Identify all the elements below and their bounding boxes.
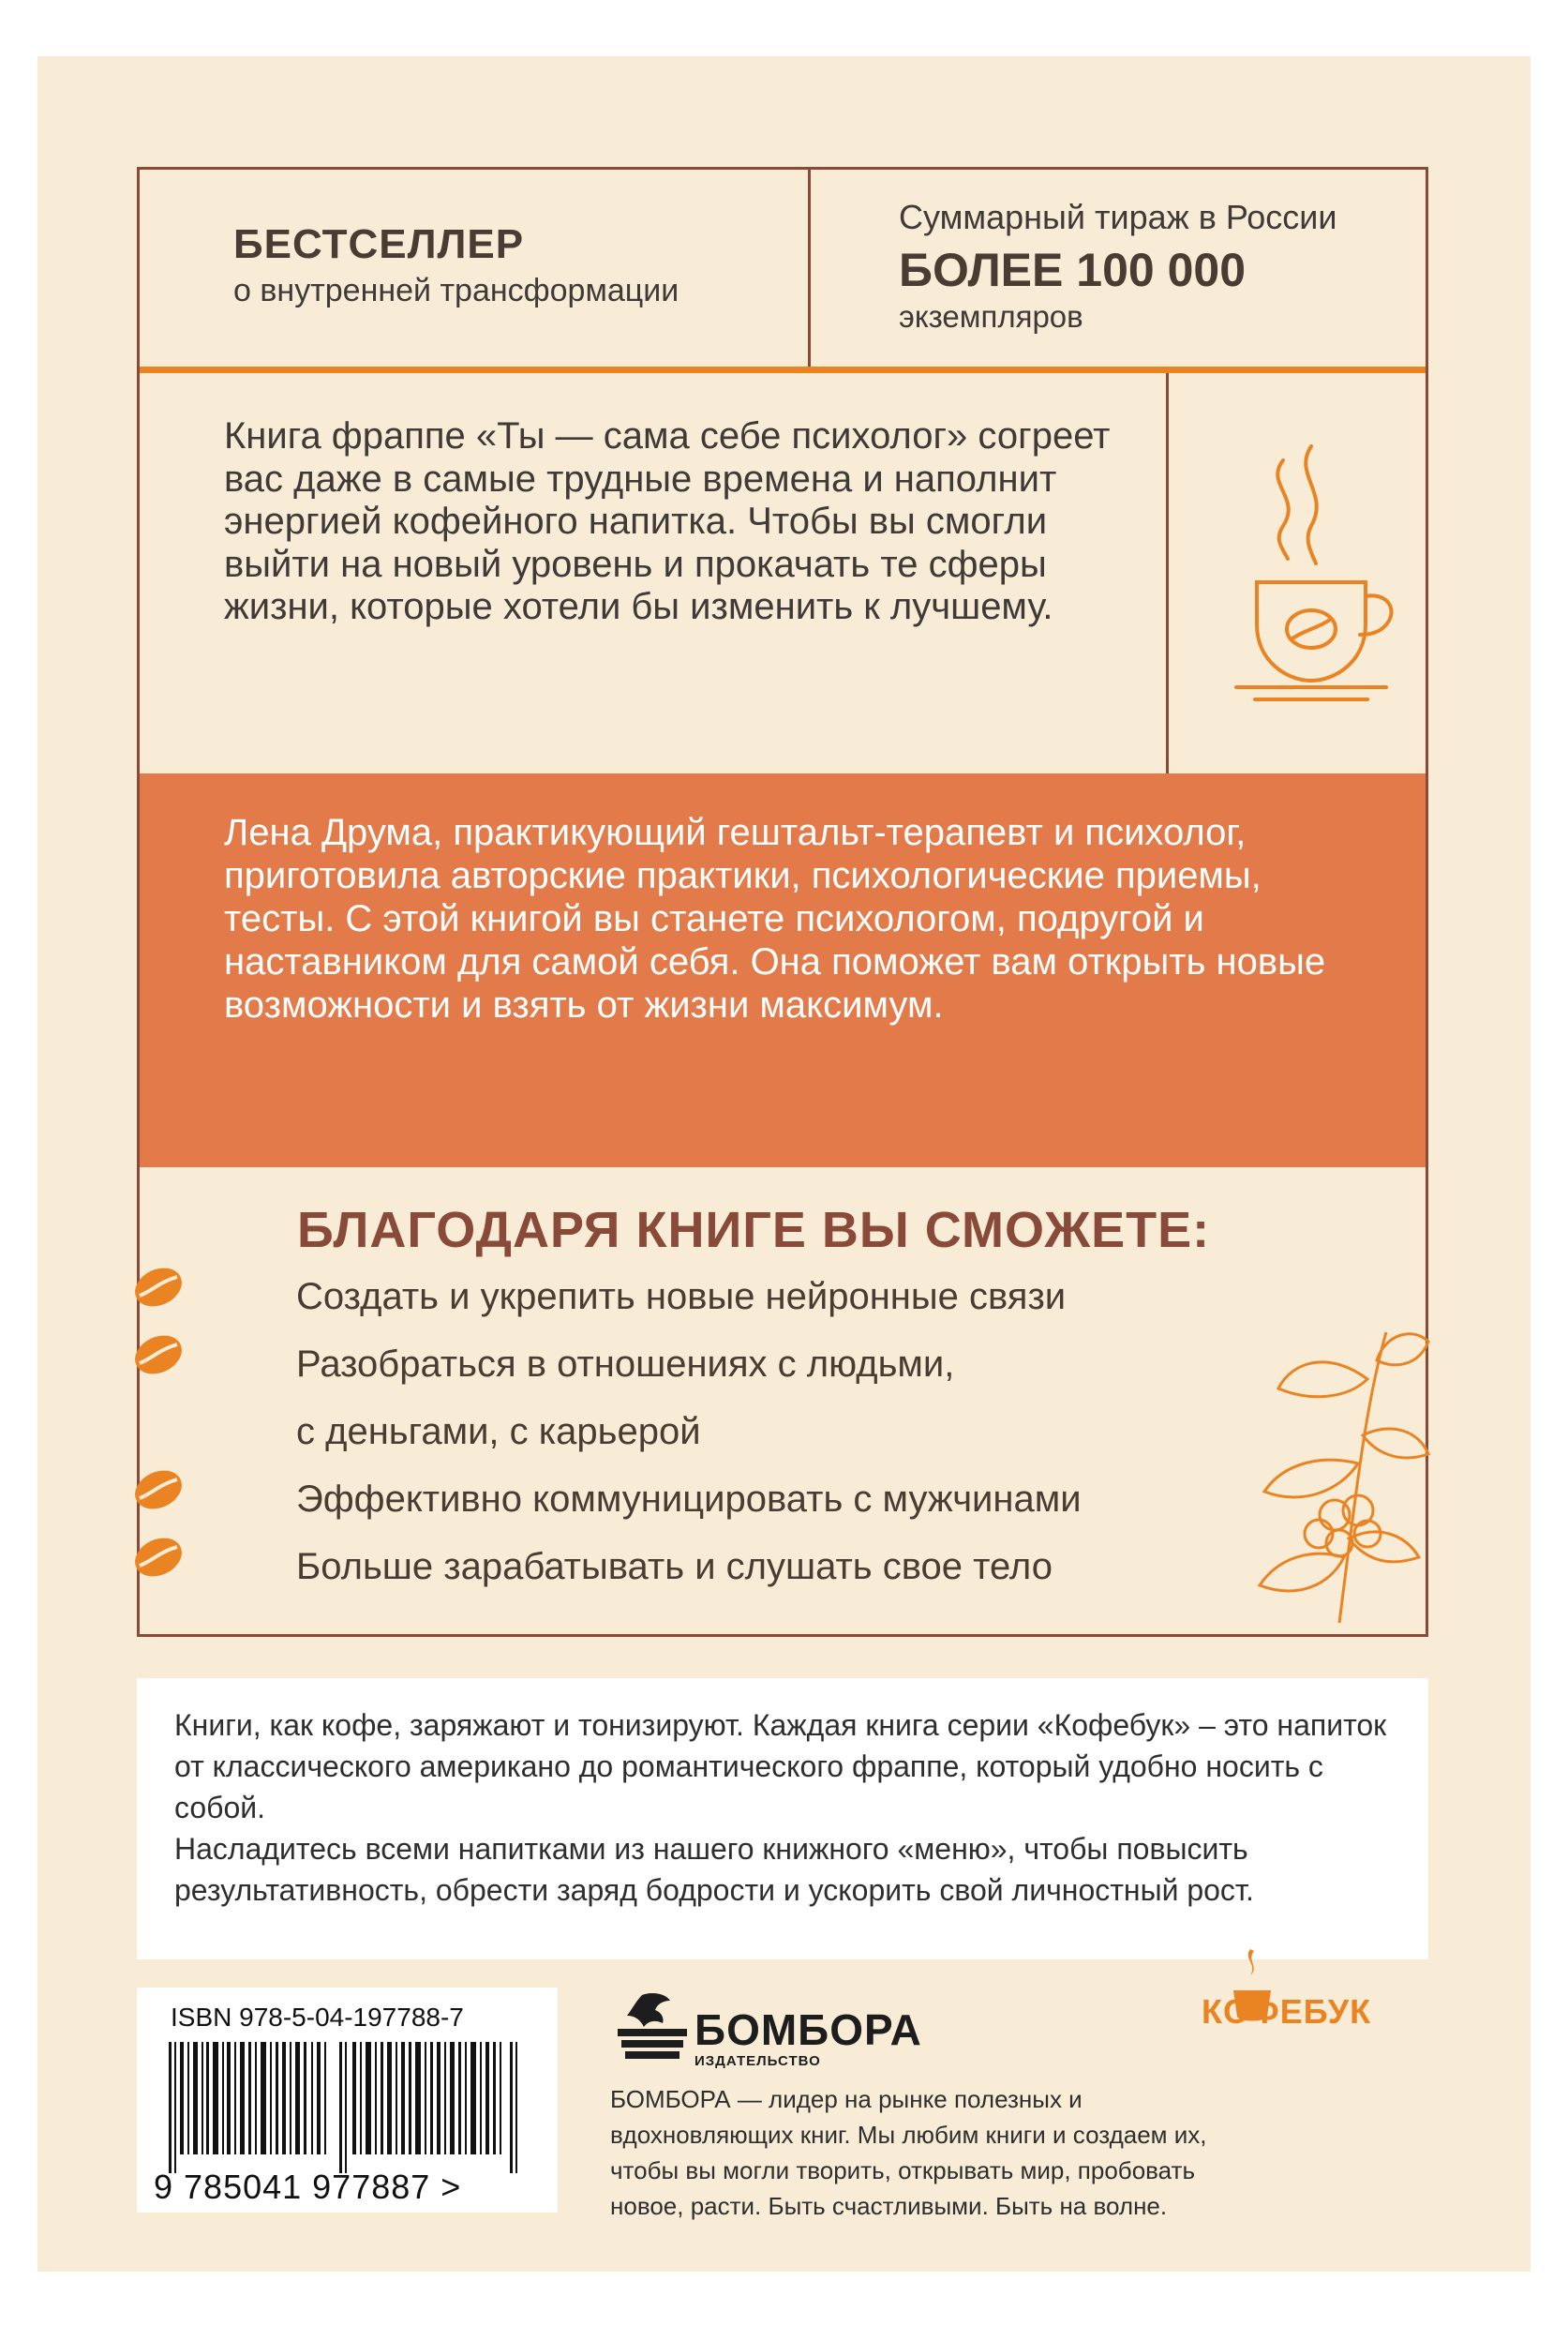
publisher-name: БОМБОРА	[694, 2005, 922, 2054]
coffee-cup-icon	[1217, 442, 1405, 723]
publisher-sub: ИЗДАТЕЛЬСТВО	[694, 2053, 821, 2069]
benefit-text: Разобраться в отношениях с людьми,	[296, 1343, 955, 1385]
barcode-digits: 9 785041 977887 >	[154, 2168, 462, 2206]
benefit-text: Создать и укрепить новые нейронные связи	[296, 1276, 1067, 1317]
series-note-paragraph-1: Книги, как кофе, заряжают и тонизируют. Каждая книга серии «Кофебук» – это напиток от классического американо до романтического фраппе, который удобно носить с собой.	[174, 1708, 1387, 1824]
series-note	[137, 1678, 1428, 1959]
author-text: Лена Друма, практикующий гештальт-терапевт и психолог, приготовила авторские практики, психологические приемы, тесты. С этой книгой вы станете психологом, подругой и наставником для самой себя. Она поможет вам открыть новые возможности и взять от жизни максимум.	[224, 812, 1326, 1026]
circulation-label: Суммарный тираж в России	[899, 198, 1337, 236]
isbn-label: ISBN 978-5-04-197788-7	[171, 2003, 464, 2032]
orange-divider	[140, 367, 1426, 373]
barcode-box	[137, 1988, 558, 2213]
coffee-branch-icon	[1227, 1323, 1433, 1632]
circulation-unit: экземпляров	[899, 299, 1083, 334]
bestseller-title: БЕСТСЕЛЛЕР	[233, 221, 525, 267]
author-block	[140, 773, 1426, 1167]
coffee-bean-icon	[130, 1466, 187, 1513]
barcode-icon	[161, 2042, 536, 2173]
intro-text: Книга фраппе «Ты — сама себе психолог» согреет вас даже в самые трудные времена и наполнит энергией кофейного напитка. Чтобы вы смогли выйти на новый уровень и прокачать те сферы жизни, которые хотели бы изменить к лучшему.	[224, 415, 1111, 627]
publisher-description: БОМБОРА — лидер на рынке полезных и вдохновляющих книг. Мы любим книги и создаем их, чтобы вы могли творить, открывать мир, пробовать новое, расти. Быть счастливыми. Быть на волне.	[610, 2085, 1207, 2220]
series-logo-text: КОФЕБУК	[1202, 1992, 1372, 2031]
benefits-title: БЛАГОДАРЯ КНИГЕ ВЫ СМОЖЕТЕ:	[297, 1202, 1211, 1258]
header-row	[140, 170, 1426, 367]
header-divider	[808, 170, 811, 367]
benefit-text-continued: с деньгами, с карьерой	[296, 1411, 701, 1452]
benefit-text: Больше зарабатывать и слушать свое тело	[296, 1546, 1053, 1587]
coffee-bean-icon	[130, 1331, 187, 1378]
content-frame	[137, 167, 1428, 1637]
circulation-number: БОЛЕЕ 100 000	[899, 244, 1246, 296]
series-note-text	[174, 1704, 1393, 1911]
coffee-bean-icon	[130, 1534, 187, 1581]
coffee-bean-icon	[130, 1264, 187, 1311]
intro-divider	[1166, 373, 1169, 773]
bestseller-subtitle: о внутренней трансформации	[233, 273, 679, 308]
series-note-paragraph-2: Насладитесь всеми напитками из нашего книжного «меню», чтобы повысить результативность, обрести заряд бодрости и ускорить свой личностный рост.	[174, 1832, 1254, 1907]
benefit-text: Эффективно коммуницировать с мужчинами	[296, 1478, 1082, 1520]
